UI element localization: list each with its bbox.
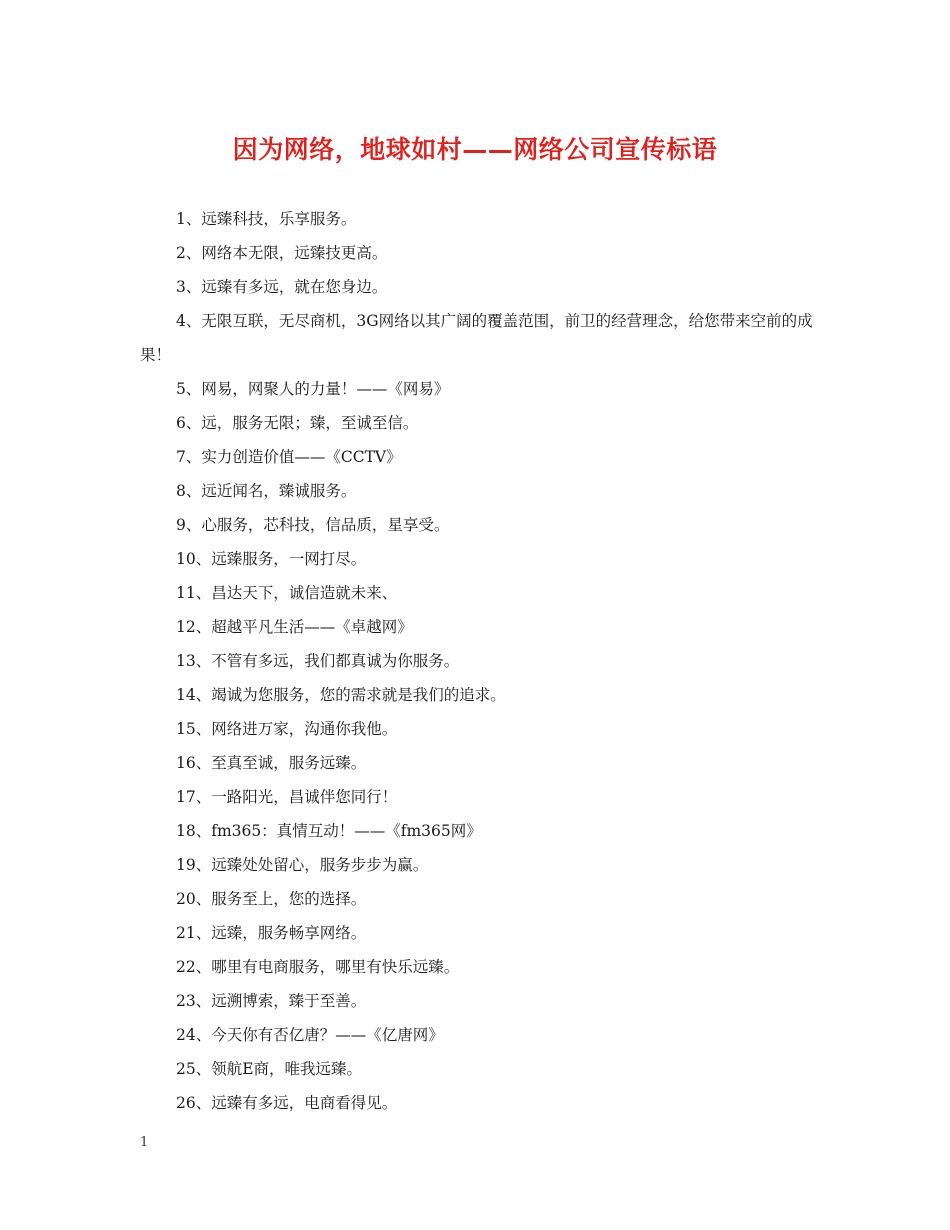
slogan-item-23: 23、远溯博索，臻于至善。 [176, 992, 367, 1010]
slogan-item-2: 2、网络本无限，远臻技更高。 [176, 244, 388, 262]
slogan-item-4: 4、无限互联，无尽商机，3G网络以其广阔的覆盖范围，前卫的经营理念，给您带来空前的成果！ [140, 312, 813, 364]
slogan-item-6: 6、远，服务无限；臻，至诚至信。 [176, 414, 419, 432]
slogan-item-13: 13、不管有多远，我们都真诚为你服务。 [176, 652, 460, 670]
slogan-item-16: 16、至真至诚，服务远臻。 [176, 754, 367, 772]
slogan-item-18: 18、fm365：真情互动！——《fm365网》 [176, 822, 482, 840]
slogan-item-20: 20、服务至上，您的选择。 [176, 890, 367, 908]
page-number: 1 [140, 1135, 149, 1150]
slogan-item-22: 22、哪里有电商服务，哪里有快乐远臻。 [176, 958, 460, 976]
slogan-item-11: 11、昌达天下，诚信造就未来、 [176, 584, 398, 602]
slogan-item-1: 1、远臻科技，乐享服务。 [176, 210, 357, 228]
slogan-item-14: 14、竭诚为您服务，您的需求就是我们的追求。 [176, 686, 506, 704]
slogan-item-15: 15、网络进万家，沟通你我他。 [176, 720, 398, 738]
slogan-item-17: 17、一路阳光，昌诚伴您同行！ [176, 788, 398, 806]
slogan-item-3: 3、远臻有多远，就在您身边。 [176, 278, 388, 296]
slogan-item-26: 26、远臻有多远，电商看得见。 [176, 1094, 398, 1112]
slogan-item-19: 19、远臻处处留心，服务步步为赢。 [176, 856, 429, 874]
slogan-item-12: 12、超越平凡生活——《卓越网》 [176, 618, 413, 636]
page-title: 因为网络，地球如村——网络公司宣传标语 [232, 135, 718, 164]
slogan-list [140, 202, 820, 1120]
slogan-item-7: 7、实力创造价值——《CCTV》 [176, 448, 402, 466]
slogan-item-21: 21、远臻，服务畅享网络。 [176, 924, 367, 942]
slogan-item-25: 25、领航E商，唯我远臻。 [176, 1060, 363, 1078]
slogan-item-5: 5、网易，网聚人的力量！——《网易》 [176, 380, 450, 398]
slogan-item-8: 8、远近闻名，臻诚服务。 [176, 482, 357, 500]
slogan-item-9: 9、心服务，芯科技，信品质，星享受。 [176, 516, 450, 534]
slogan-item-24: 24、今天你有否亿唐？——《亿唐网》 [176, 1026, 444, 1044]
slogan-item-10: 10、远臻服务，一网打尽。 [176, 550, 367, 568]
